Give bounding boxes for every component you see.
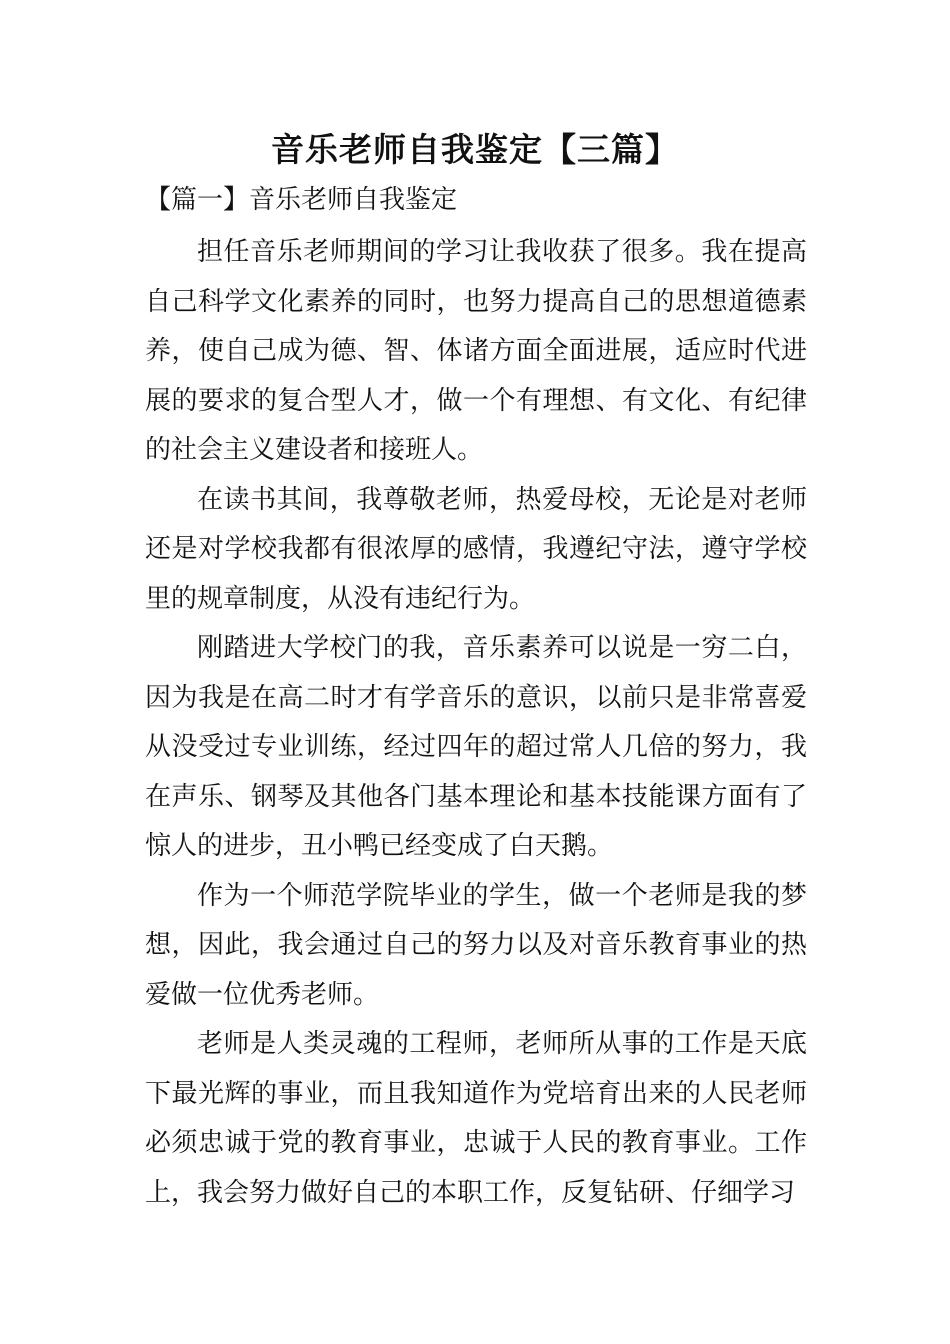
- paragraph-3: 刚踏进大学校门的我，音乐素养可以说是一穷二白，因为我是在高二时才有学音乐的意识，以前只是非常喜爱从没受过专业训练，经过四年的超过常人几倍的努力，我在声乐、钢琴及其他各门基本理论和基本技能课方面有了惊人的进步，丑小鸭已经变成了白天鹅。: [145, 633, 807, 861]
- paragraph-4: 作为一个师范学院毕业的学生，做一个老师是我的梦想，因此，我会通过自己的努力以及对音乐教育事业的热爱做一位优秀老师。: [145, 880, 807, 1010]
- paragraph-1: 担任音乐老师期间的学习让我收获了很多。我在提高自己科学文化素养的同时，也努力提高自己的思想道德素养，使自己成为德、智、体诸方面全面进展，适应时代进展的要求的复合型人才，做一个有理想、有文化、有纪律的社会主义建设者和接班人。: [145, 237, 807, 465]
- section-heading: 【篇一】音乐老师自我鉴定: [145, 185, 458, 215]
- paragraph-2: 在读书其间，我尊敬老师，热爱母校，无论是对老师还是对学校我都有很浓厚的感情，我遵纪守法，遵守学校里的规章制度，从没有违纪行为。: [145, 484, 807, 614]
- body-text: [145, 228, 807, 1218]
- document-title: 音乐老师自我鉴定【三篇】: [271, 130, 679, 169]
- paragraph-5: 老师是人类灵魂的工程师，老师所从事的工作是天底下最光辉的事业，而且我知道作为党培育出来的人民老师必须忠诚于党的教育事业，忠诚于人民的教育事业。工作上，我会努力做好自己的本职工作，反复钻研、仔细学习: [145, 1029, 807, 1208]
